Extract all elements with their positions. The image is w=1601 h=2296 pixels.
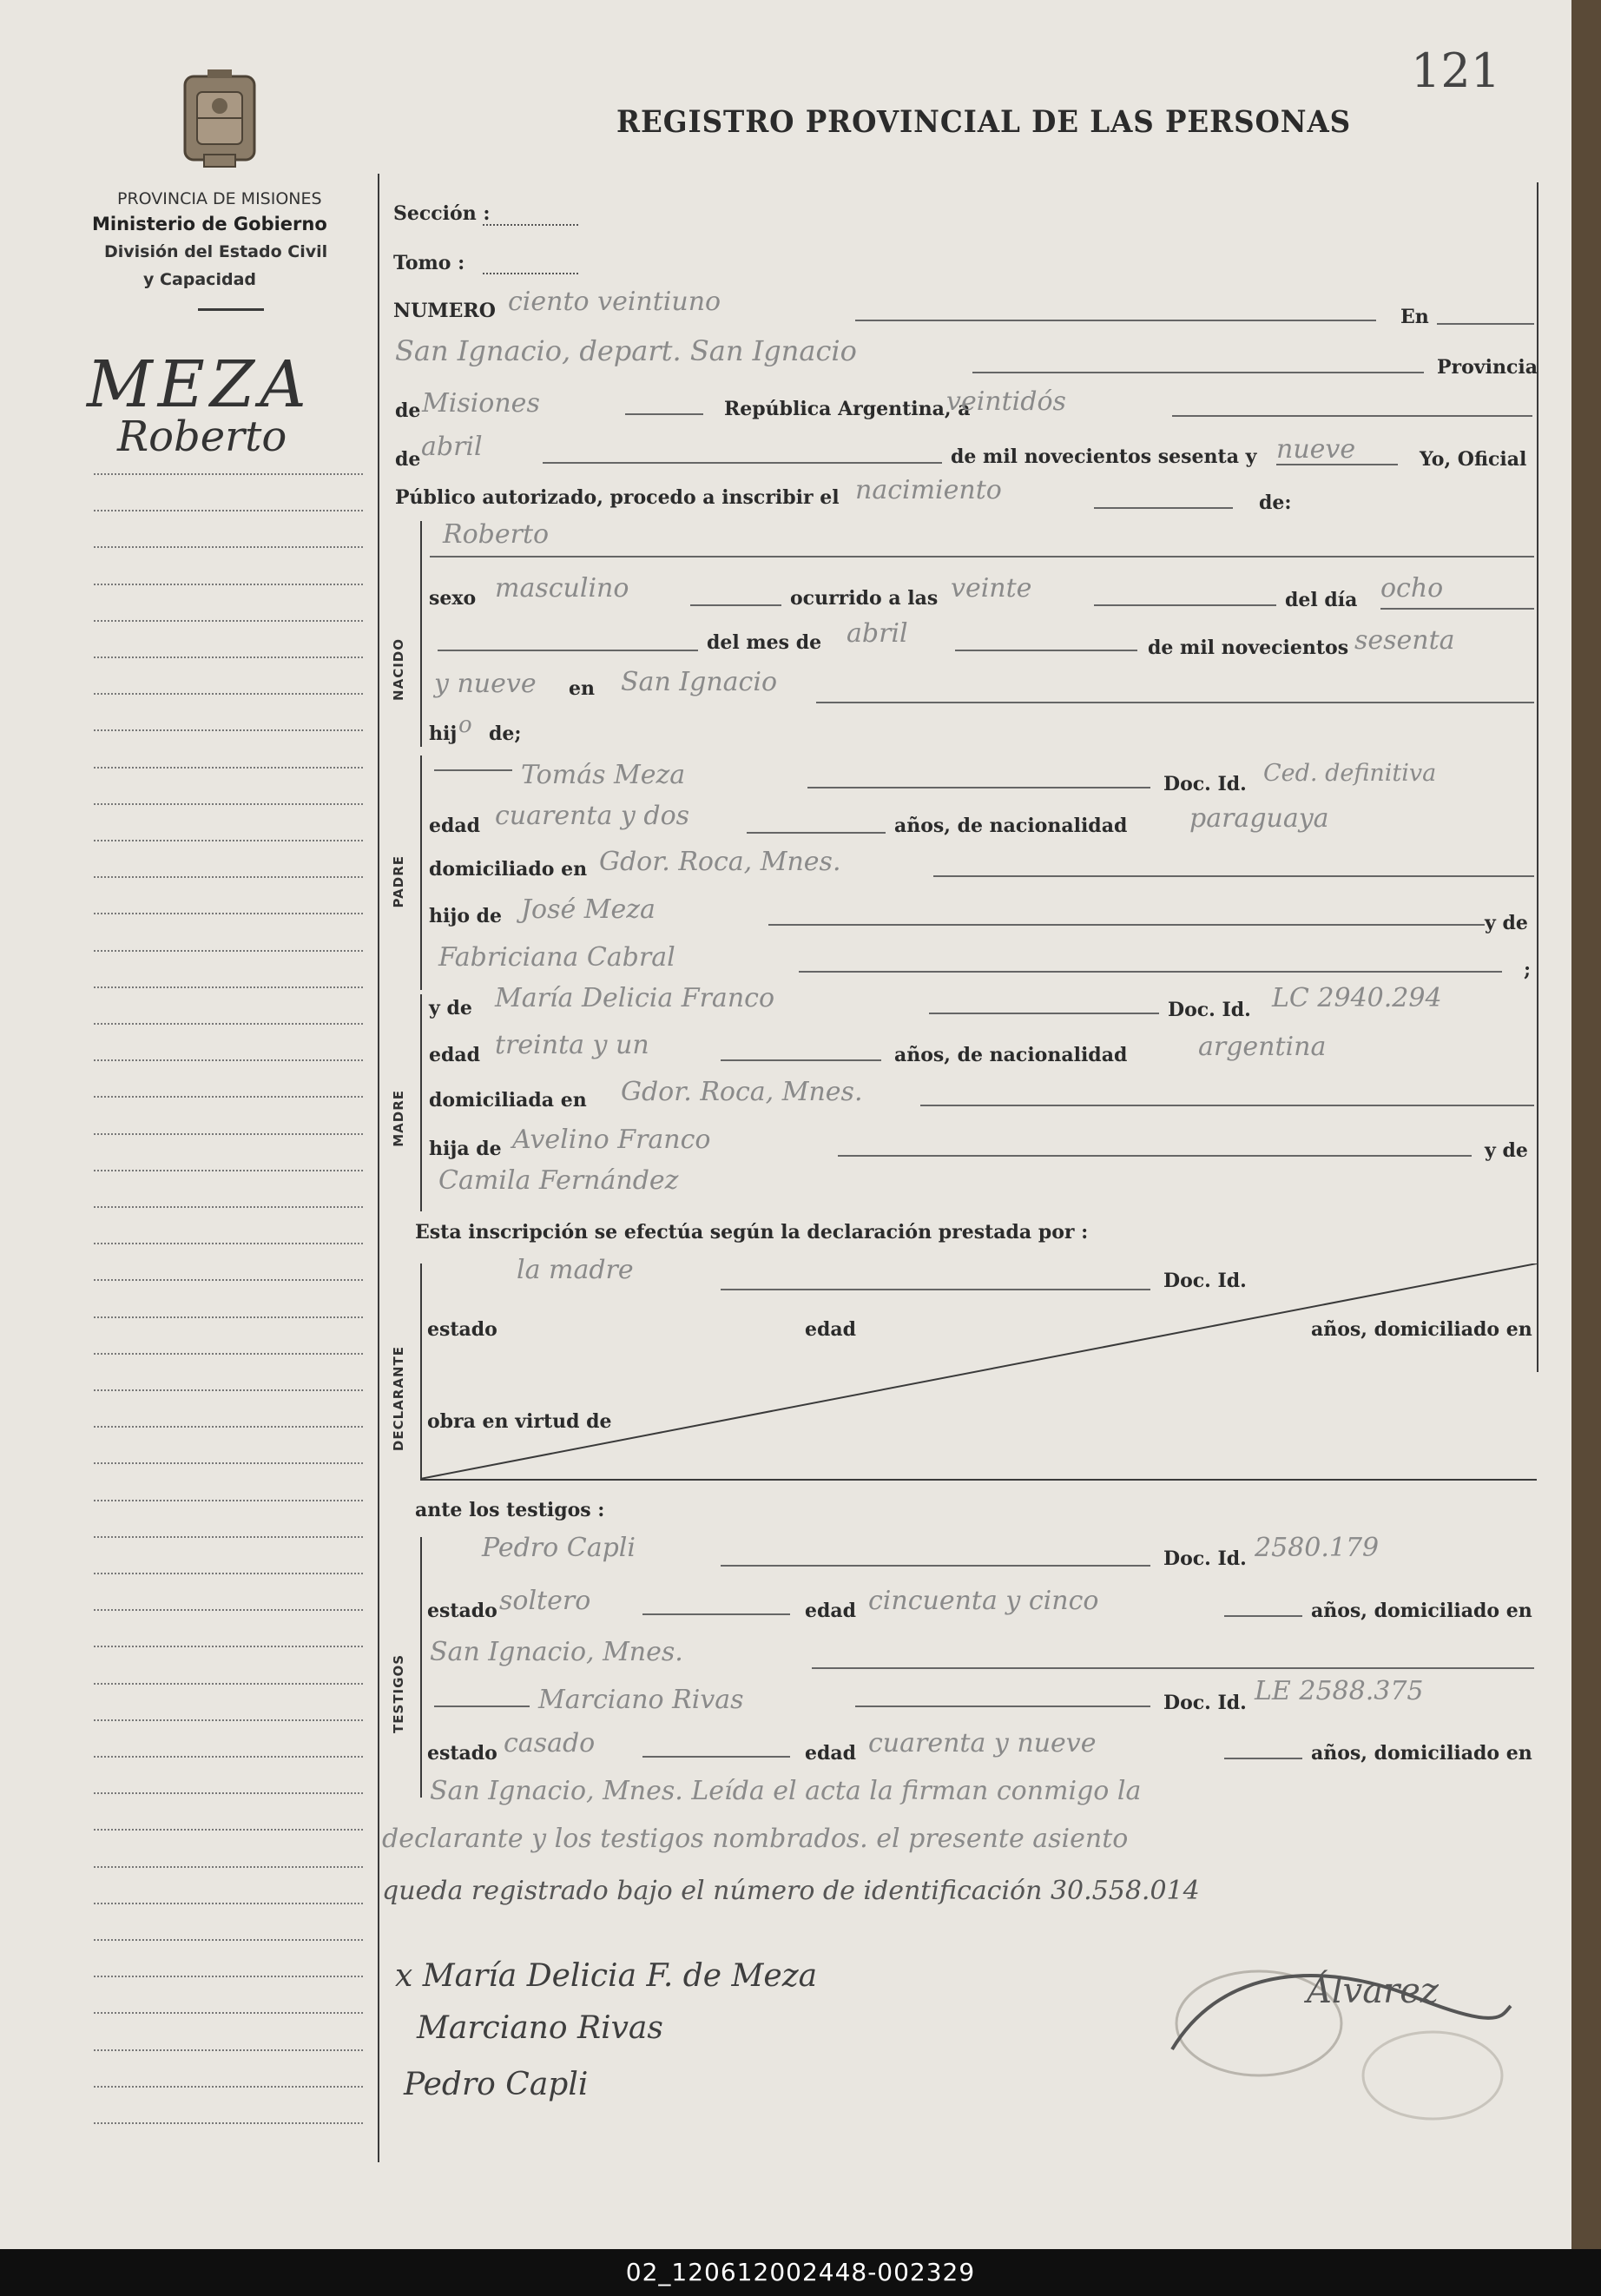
madre-edad-label: edad [429,1044,481,1066]
provincial-crest-icon [178,68,261,170]
sesenta-value: sesenta [1354,625,1455,656]
margin-rule-line [94,1206,363,1208]
margin-rule-line [94,1170,363,1171]
day-line [1172,415,1532,417]
numero-value: ciento veintiuno [508,287,721,317]
testigo2-estado-line [642,1756,790,1758]
margin-rule-line [94,986,363,988]
capacity-label: y Capacidad [143,270,256,289]
testigo1-doc-value: 2580.179 [1255,1533,1380,1563]
margin-rule-line [94,2049,363,2051]
margin-rule-line [94,950,363,952]
testigo2-anos-label: años, domiciliado en [1311,1742,1532,1765]
place-line [972,372,1424,373]
provincia-label: Provincia [1437,356,1538,379]
signature-witness-2: Marciano Rivas [417,2010,663,2046]
declarante-name-value: la madre [517,1255,634,1285]
numero-label: NUMERO [393,300,496,322]
madre-domic-value: Gdor. Roca, Mnes. [621,1077,863,1107]
testigo2-name-line [855,1706,1150,1707]
margin-rule-line [94,1133,363,1135]
padre-rule [420,755,422,990]
padre-doc-value: Ced. definitiva [1263,760,1437,787]
testigo2-name-value: Marciano Rivas [538,1685,744,1715]
madre-anos-label: años, de nacionalidad [894,1044,1128,1066]
padre-yde-label: y de [1485,912,1528,934]
testigos-side-label: TESTIGOS [391,1654,406,1733]
hora-line [1094,604,1276,606]
madre-yde-label-2: y de [1485,1139,1528,1162]
padre-side-label: PADRE [391,855,406,908]
margin-rule-line [94,1279,363,1281]
year-value: nueve [1276,434,1356,465]
mil-novecientos-label: de mil novecientos [1148,637,1349,659]
lugar-line [816,702,1534,703]
margin-rule-line [94,1316,363,1318]
place-value: San Ignacio, depart. San Ignacio [395,334,857,367]
ministry-label: Ministerio de Gobierno [92,214,327,234]
document-title: REGISTRO PROVINCIAL DE LAS PERSONAS [616,104,1352,140]
margin-rule-line [94,1096,363,1098]
margin-rule [378,174,379,2162]
division-label: División del Estado Civil [104,242,328,261]
page-number: 121 [1411,43,1501,98]
seccion-label: Sección : [393,202,491,225]
day-value: veintidós [946,386,1066,417]
padre-pre-line [434,769,512,771]
margin-rule-line [94,1646,363,1647]
declarante-obra-label: obra en virtud de [427,1410,612,1433]
margin-rule-line [94,1426,363,1428]
testigo2-estado-label: estado [427,1742,497,1765]
madre-domic-line [920,1105,1534,1106]
nacido-rule [420,521,422,747]
margin-rule-line [94,767,363,769]
madre-edad-value: treinta y un [495,1030,649,1060]
padre-domic-label: domiciliado en [429,858,588,881]
testigo1-edad-line [1224,1615,1302,1617]
hij-de-label: de; [489,722,522,745]
testigo1-edad-label: edad [805,1600,857,1622]
margin-rule-line [94,1353,363,1355]
margin-rule-line [94,1059,363,1061]
madre-doc-label: Doc. Id. [1168,999,1251,1021]
tomo-dots [483,273,578,274]
testigo1-estado-value: soltero [499,1586,591,1616]
padre-mother-value: Fabriciana Cabral [438,942,675,973]
margin-rule-line [94,2086,363,2088]
margin-rule-line [94,584,363,585]
madre-mother-value: Camila Fernández [438,1165,679,1196]
testigo1-estado-label: estado [427,1600,497,1622]
de-colon-label: de: [1259,492,1292,514]
margin-rule-line [94,2012,363,2014]
testigo2-doc-label: Doc. Id. [1163,1692,1247,1714]
act-line [1094,507,1233,509]
signature-mother: x María Delicia F. de Meza [395,1958,818,1994]
declarante-edad-label: edad [805,1318,857,1341]
testigo1-edad-value: cincuenta y cinco [868,1586,1099,1616]
republica-label: República Argentina, a [724,398,971,420]
testigo1-domic-value: San Ignacio, Mnes. [430,1637,683,1667]
testigo2-edad-line [1224,1758,1302,1759]
month-line [543,462,942,464]
margin-rule-line [94,1866,363,1868]
scan-id-footer: 02_120612002448-002329 [0,2249,1601,2296]
padre-name-line [807,787,1150,788]
declarante-strike [420,1263,1537,1481]
margin-rule-line [94,473,363,475]
margin-rule-line [94,510,363,511]
province-label: PROVINCIA DE MISIONES [117,189,322,208]
margin-given-name: Roberto [117,412,287,461]
mes-value: abril [847,618,908,649]
province-line [625,413,703,415]
del-mes-label: del mes de [707,631,822,654]
padre-name-value: Tomás Meza [521,760,686,790]
madre-doc-value: LC 2940.294 [1272,983,1442,1013]
header-divider [198,308,264,311]
padre-mother-line [799,971,1502,973]
madre-nac-value: argentina [1198,1032,1327,1062]
margin-rule-line [94,1609,363,1611]
margin-rule-line [94,1462,363,1464]
margin-rule-line [94,1903,363,1904]
testigo1-estado-line [642,1613,790,1615]
margin-rule-line [94,876,363,878]
nueve-value: y nueve [434,669,537,699]
mes-line [955,650,1137,651]
margin-rule-line [94,1976,363,1977]
hij-value: o [458,712,472,738]
padre-hijo-label: hijo de [429,905,503,927]
testigo2-edad-value: cuarenta y nueve [868,1728,1097,1758]
month-value: abril [421,432,483,462]
padre-anos-label: años, de nacionalidad [894,815,1128,837]
province-value: Misiones [422,388,540,419]
margin-rule-line [94,1792,363,1794]
closing-line-2: declarante y los testigos nombrados. el presente asiento [382,1824,1129,1854]
madre-domic-label: domiciliada en [429,1089,587,1112]
en-line [1437,323,1534,325]
declarante-side-label: DECLARANTE [391,1346,406,1452]
book-edge [1571,0,1601,2249]
nacido-side-label: NACIDO [391,638,406,701]
margin-rule-line [94,913,363,914]
declarante-name-line [721,1289,1150,1290]
padre-father-line [768,924,1485,926]
nacido-name-line [430,556,1534,558]
margin-rule-line [94,1719,363,1721]
madre-father-value: Avelino Franco [512,1125,711,1155]
nacido-name-value: Roberto [443,519,550,550]
margin-rule-line [94,840,363,841]
padre-edad-value: cuarenta y dos [495,801,690,831]
declarante-anos-label: años, domiciliado en [1311,1318,1532,1341]
testigo2-estado-value: casado [504,1728,596,1758]
declarante-intro: Esta inscripción se efectúa según la declaración prestada por : [415,1221,1089,1244]
padre-nac-value: paraguaya [1189,803,1329,834]
declarante-estado-label: estado [427,1318,497,1341]
margin-rule-line [94,1756,363,1758]
hij-label: hij [429,722,458,745]
margin-rule-line [94,656,363,658]
testigo1-doc-label: Doc. Id. [1163,1547,1247,1570]
madre-hija-label: hija de [429,1138,502,1160]
dia-value: ocho [1380,573,1444,604]
yo-oficial-label: Yo, Oficial [1420,448,1527,471]
en-label: En [1400,306,1429,328]
margin-rule-line [94,1829,363,1831]
testigo2-edad-label: edad [805,1742,857,1765]
testigo2-pre-line [434,1706,530,1707]
lugar-value: San Ignacio [621,667,778,697]
tomo-label: Tomo : [393,252,465,274]
margin-rule-line [94,803,363,805]
madre-rule [420,994,422,1211]
margin-rule-line [94,729,363,731]
testigo1-name-value: Pedro Capli [482,1533,636,1563]
declarante-doc-label: Doc. Id. [1163,1270,1247,1292]
madre-name-value: María Delicia Franco [495,983,775,1013]
margin-rule-line [94,693,363,695]
margin-rule-line [94,1573,363,1574]
testigos-intro: ante los testigos : [415,1499,605,1521]
padre-father-value: José Meza [521,894,656,925]
madre-side-label: MADRE [391,1090,406,1147]
madre-father-line [838,1155,1472,1157]
padre-domic-line [933,875,1534,877]
madre-name-line [929,1013,1159,1014]
testigo1-name-line [721,1565,1150,1567]
act-value: nacimiento [855,475,1002,505]
del-dia-label: del día [1285,589,1358,611]
margin-rule-line [94,1939,363,1941]
padre-domic-value: Gdor. Roca, Mnes. [599,847,841,877]
margin-rule-line [94,620,363,622]
margin-rule-line [94,1389,363,1391]
padre-semicolon: ; [1524,959,1532,981]
dia-line [1380,608,1534,610]
madre-yde-label: y de [429,997,472,1019]
en-label-2: en [569,677,595,700]
testigo1-domic-line [812,1667,1534,1669]
publico-label: Público autorizado, procedo a inscribir el [395,486,840,509]
testigo1-anos-label: años, domiciliado en [1311,1600,1532,1622]
hora-value: veinte [951,573,1032,604]
de-label-2: de [395,448,421,471]
padre-edad-label: edad [429,815,481,837]
sexo-line [690,604,781,606]
year-line [1276,464,1398,465]
margin-rule-line [94,1243,363,1244]
margin-rule-line [94,546,363,548]
mil-label: de mil novecientos sesenta y [951,445,1257,468]
de-label: de [395,399,421,422]
padre-doc-label: Doc. Id. [1163,773,1247,795]
margin-surname: MEZA [87,347,312,422]
testigos-rule [420,1537,422,1798]
signature-witness-1: Pedro Capli [404,2067,589,2102]
sexo-value: masculino [495,573,629,604]
margin-rule-line [94,1500,363,1501]
numero-line [855,320,1376,321]
pre-mes-line [438,650,698,651]
ocurrido-label: ocurrido a las [790,587,939,610]
closing-line-1: San Ignacio, Mnes. Leída el acta la firman conmigo la [430,1776,1142,1806]
seccion-dots [483,224,578,226]
testigo2-doc-value: LE 2588.375 [1255,1676,1424,1706]
padre-edad-line [747,832,886,834]
margin-rule-line [94,1536,363,1538]
margin-rule-line [94,1683,363,1685]
margin-rule-line [94,2122,363,2124]
sexo-label: sexo [429,587,477,610]
margin-rule-line [94,1023,363,1025]
official-signature: Álvarez [1307,1971,1439,2011]
closing-line-3: queda registrado bajo el número de identificación 30.558.014 [382,1876,1200,1906]
madre-edad-line [721,1059,881,1061]
